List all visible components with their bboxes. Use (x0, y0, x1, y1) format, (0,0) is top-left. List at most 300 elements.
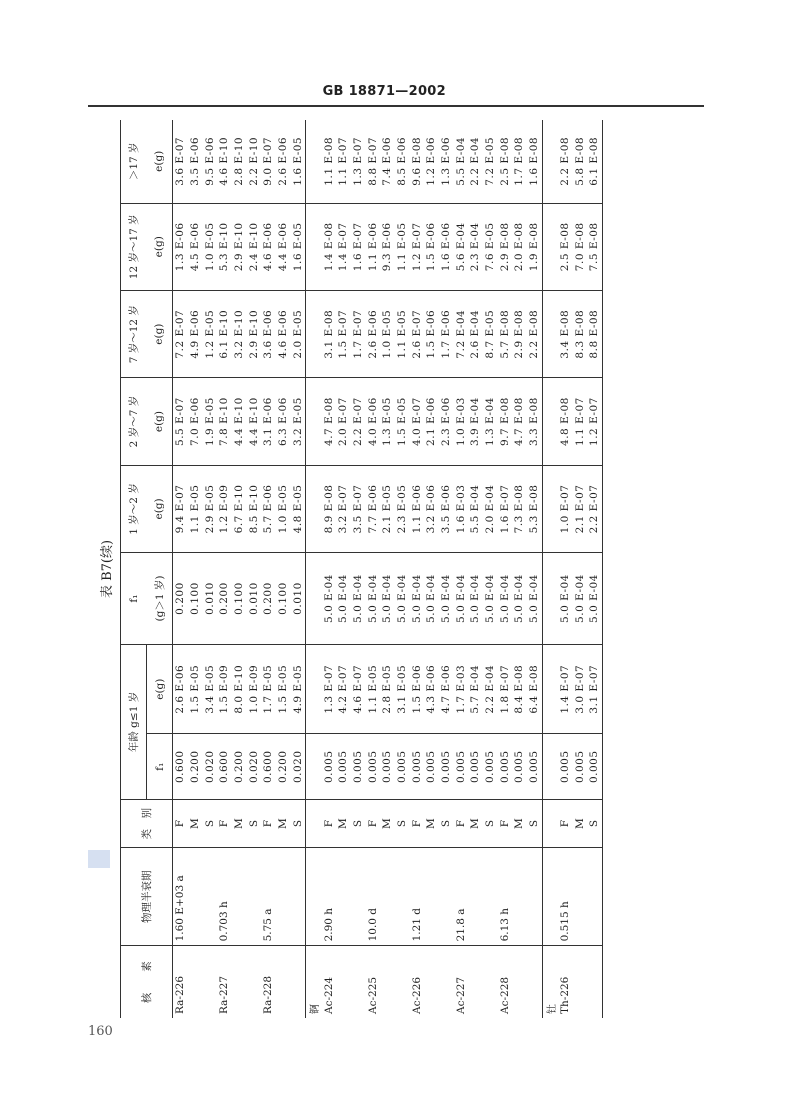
e1-cell: 1.0 E-05 (276, 465, 291, 552)
category-cell: S (291, 800, 306, 848)
e4-cell: 2.9 E-08 (497, 203, 512, 290)
e0-cell: 4.6 E-07 (351, 644, 366, 734)
category-cell: S (527, 800, 542, 848)
group-label: 锕 (306, 946, 322, 1018)
e1-cell: 3.2 E-07 (336, 465, 351, 552)
table-row (306, 120, 322, 1018)
e3-cell: 1.7 E-07 (351, 290, 366, 377)
nuclide-cell (468, 946, 483, 1018)
category-cell: M (188, 800, 203, 848)
f1-cell (542, 734, 558, 800)
f1b-cell: 0.100 (276, 553, 291, 645)
f1-cell: 0.005 (351, 734, 366, 800)
e4-cell: 7.6 E-05 (483, 203, 498, 290)
e2-cell: 2.0 E-07 (336, 378, 351, 465)
e5-cell: 1.3 E-07 (351, 136, 364, 186)
f1-cell: 0.005 (587, 734, 602, 800)
nuclide-cell (483, 946, 498, 1018)
table-row (572, 120, 587, 1018)
f1-cell (306, 734, 322, 800)
e4-cell: 1.6 E-05 (291, 203, 306, 290)
e3-cell: 8.3 E-08 (572, 290, 587, 377)
e3-cell: 4.9 E-06 (188, 290, 203, 377)
table-row (468, 120, 483, 1018)
e3-cell: 3.4 E-08 (558, 290, 573, 377)
e1-cell: 1.1 E-06 (409, 465, 424, 552)
table-row (587, 120, 602, 1018)
e3-cell: 2.9 E-10 (246, 290, 261, 377)
e5-cell: 3.6 E-07 (173, 120, 188, 203)
f1b-cell: 0.010 (291, 553, 306, 645)
e3-cell: 1.7 E-06 (439, 290, 454, 377)
e3-cell: 4.6 E-06 (276, 290, 291, 377)
table-row (321, 120, 336, 1018)
e1-cell: 8.5 E-10 (246, 465, 261, 552)
page-header (0, 84, 794, 104)
e2-cell: 6.3 E-06 (276, 378, 291, 465)
e1-cell: 6.7 E-10 (232, 465, 247, 552)
f1-cell: 0.005 (439, 734, 454, 800)
col-nuclide: 核 素 (121, 946, 173, 1018)
col-age-12-17: 12 岁～17 岁 (121, 203, 147, 290)
e4-cell: 1.0 E-05 (202, 203, 217, 290)
e3-cell: 2.6 E-06 (365, 290, 380, 377)
nuclide-cell (587, 946, 602, 1018)
e2-cell: 1.1 E-07 (572, 378, 587, 465)
f1b-cell: 5.0 E-04 (512, 553, 527, 645)
sub-eg-2: e(g) (147, 378, 173, 465)
sub-eg-3: e(g) (147, 290, 173, 377)
f1b-cell: 0.100 (232, 553, 247, 645)
category-cell (306, 800, 322, 848)
e4-cell: 2.0 E-08 (512, 203, 527, 290)
f1-cell: 0.600 (217, 734, 232, 800)
f1b-cell: 5.0 E-04 (468, 553, 483, 645)
e1-cell: 7.7 E-06 (365, 465, 380, 552)
e0-cell: 3.1 E-05 (395, 644, 410, 734)
category-cell: M (336, 800, 351, 848)
e2-cell: 7.0 E-06 (188, 378, 203, 465)
e5-cell: 8.8 E-07 (366, 136, 379, 186)
table-row (202, 120, 217, 1018)
e0-cell: 1.5 E-09 (217, 644, 232, 734)
e4-cell (306, 203, 322, 290)
f1-cell: 0.005 (527, 734, 542, 800)
col-age-2-7: 2 岁～7 岁 (121, 378, 147, 465)
header-row-1 (121, 120, 147, 1018)
e0-cell: 1.5 E-05 (276, 644, 291, 734)
half-life-cell (336, 848, 351, 946)
e4-cell: 4.6 E-06 (261, 203, 276, 290)
e1-cell (542, 465, 558, 552)
rotated-table-container (100, 120, 704, 1018)
e5-cell: 4.6 E-10 (218, 136, 231, 186)
half-life-cell: 0.515 h (558, 848, 573, 946)
e0-cell (306, 644, 322, 734)
e0-cell: 1.3 E-07 (321, 644, 336, 734)
e2-cell: 1.9 E-05 (202, 378, 217, 465)
e2-cell: 2.1 E-06 (424, 378, 439, 465)
half-life-cell (572, 848, 587, 946)
e0-cell: 3.4 E-05 (202, 644, 217, 734)
e1-cell: 4.8 E-05 (291, 465, 306, 552)
half-life-cell (512, 848, 527, 946)
e2-cell: 3.1 E-06 (261, 378, 276, 465)
half-life-cell: 2.90 h (321, 848, 336, 946)
e1-cell: 2.1 E-05 (380, 465, 395, 552)
nuclide-cell (380, 946, 395, 1018)
e3-cell: 2.6 E-04 (468, 290, 483, 377)
e0-cell: 4.2 E-07 (336, 644, 351, 734)
f1b-cell: 5.0 E-04 (572, 553, 587, 645)
nuclide-cell (512, 946, 527, 1018)
nuclide-cell: Ra-226 (173, 946, 188, 1018)
col-age-le1: 年龄 g≤1 岁 (121, 644, 147, 799)
f1b-cell: 5.0 E-04 (351, 553, 366, 645)
e5-cell: 9.6 E-08 (410, 136, 423, 186)
f1b-cell: 0.100 (188, 553, 203, 645)
table-row (395, 120, 410, 1018)
f1b-cell (306, 553, 322, 645)
e5-cell: 1.1 E-08 (322, 136, 335, 186)
category-cell: M (380, 800, 395, 848)
e0-cell: 1.7 E-05 (261, 644, 276, 734)
f1-cell: 0.005 (497, 734, 512, 800)
e4-cell: 1.4 E-07 (336, 203, 351, 290)
e4-cell: 9.3 E-06 (380, 203, 395, 290)
half-life-cell: 6.13 h (497, 848, 512, 946)
e4-cell: 2.3 E-04 (468, 203, 483, 290)
e1-cell: 2.0 E-04 (483, 465, 498, 552)
e3-cell: 3.2 E-10 (232, 290, 247, 377)
category-cell: M (572, 800, 587, 848)
e0-cell: 1.7 E-03 (453, 644, 468, 734)
e1-cell: 5.5 E-04 (468, 465, 483, 552)
f1b-cell: 5.0 E-04 (497, 553, 512, 645)
e4-cell: 5.6 E-04 (453, 203, 468, 290)
f1-cell: 0.020 (202, 734, 217, 800)
e0-cell: 2.2 E-04 (483, 644, 498, 734)
category-cell: F (365, 800, 380, 848)
nuclide-cell (527, 946, 542, 1018)
nuclide-cell: Th-226 (558, 946, 573, 1018)
category-cell: F (497, 800, 512, 848)
f1-cell: 0.005 (453, 734, 468, 800)
e2-cell: 4.7 E-08 (512, 378, 527, 465)
f1-cell: 0.200 (188, 734, 203, 800)
e3-cell: 7.2 E-07 (173, 290, 188, 377)
table-row (439, 120, 454, 1018)
e3-cell: 7.2 E-04 (453, 290, 468, 377)
e0-cell: 8.4 E-08 (512, 644, 527, 734)
e5-cell: 1.1 E-07 (337, 136, 350, 186)
e2-cell: 1.3 E-04 (483, 378, 498, 465)
page-number: 160 (88, 1024, 113, 1039)
f1-cell: 0.200 (232, 734, 247, 800)
half-life-cell (424, 848, 439, 946)
e2-cell: 1.3 E-05 (380, 378, 395, 465)
category-cell: S (202, 800, 217, 848)
nuclide-cell: Ac-224 (321, 946, 336, 1018)
col-age-1-2: 1 岁～2 岁 (121, 465, 147, 552)
half-life-cell (542, 848, 558, 946)
table-row (497, 120, 512, 1018)
e5-cell: 1.6 E-08 (528, 136, 541, 186)
f1-cell: 0.005 (321, 734, 336, 800)
group-label: 钍 (542, 946, 558, 1018)
e2-cell: 3.3 E-08 (527, 378, 542, 465)
table-row (483, 120, 498, 1018)
category-cell: M (512, 800, 527, 848)
e3-cell (306, 290, 322, 377)
e2-cell: 4.8 E-08 (558, 378, 573, 465)
e5-cell: 1.7 E-08 (513, 136, 526, 186)
e5-cell: 6.1 E-08 (587, 120, 602, 203)
e0-cell: 3.0 E-07 (572, 644, 587, 734)
table-row (380, 120, 395, 1018)
f1b-cell: 5.0 E-04 (365, 553, 380, 645)
e2-cell: 4.4 E-10 (246, 378, 261, 465)
half-life-cell (232, 848, 247, 946)
category-cell (542, 800, 558, 848)
e2-cell: 3.9 E-04 (468, 378, 483, 465)
nuclide-cell (291, 946, 306, 1018)
nuclide-cell (336, 946, 351, 1018)
f1-cell: 0.005 (424, 734, 439, 800)
table-row (558, 120, 573, 1018)
category-cell: M (232, 800, 247, 848)
nuclide-cell: Ra-228 (261, 946, 276, 1018)
e4-cell: 5.3 E-10 (217, 203, 232, 290)
e2-cell: 2.2 E-07 (351, 378, 366, 465)
e0-cell: 1.5 E-06 (409, 644, 424, 734)
e1-cell: 5.7 E-06 (261, 465, 276, 552)
e5-cell (542, 120, 558, 203)
nuclide-cell (439, 946, 454, 1018)
f1-cell: 0.005 (409, 734, 424, 800)
e3-cell: 1.5 E-07 (336, 290, 351, 377)
e1-cell: 2.9 E-05 (202, 465, 217, 552)
e5-cell: 1.2 E-06 (425, 136, 438, 186)
e1-cell: 1.1 E-05 (188, 465, 203, 552)
e4-cell: 1.6 E-07 (351, 203, 366, 290)
e4-cell: 1.1 E-05 (395, 203, 410, 290)
f1b-cell: 0.200 (217, 553, 232, 645)
half-life-cell (395, 848, 410, 946)
table-row (542, 120, 558, 1018)
e2-cell: 1.0 E-03 (453, 378, 468, 465)
e5-cell: 2.2 E-08 (558, 136, 571, 186)
half-life-cell (291, 848, 306, 946)
f1b-cell: 5.0 E-04 (336, 553, 351, 645)
category-cell: S (351, 800, 366, 848)
e5-cell: 7.4 E-06 (381, 136, 394, 186)
nuclide-cell: Ac-227 (453, 946, 468, 1018)
half-life-cell (351, 848, 366, 946)
e0-cell: 1.0 E-09 (246, 644, 261, 734)
e5-cell: 7.2 E-05 (484, 136, 497, 186)
table-row (217, 120, 232, 1018)
e3-cell: 2.6 E-07 (409, 290, 424, 377)
f1-cell: 0.600 (261, 734, 276, 800)
e4-cell: 1.1 E-06 (365, 203, 380, 290)
f1-cell: 0.020 (246, 734, 261, 800)
e5-cell: 3.5 E-06 (189, 136, 202, 186)
table-caption: 表 B7(续) (100, 539, 115, 599)
e1-cell: 3.2 E-06 (424, 465, 439, 552)
category-cell: M (424, 800, 439, 848)
e0-cell: 6.4 E-08 (527, 644, 542, 734)
f1b-cell: 5.0 E-04 (527, 553, 542, 645)
e4-cell: 7.0 E-08 (572, 203, 587, 290)
e1-cell: 2.1 E-07 (572, 465, 587, 552)
col-half-life: 物理半衰期 (121, 848, 173, 946)
e1-cell: 3.5 E-07 (351, 465, 366, 552)
e0-cell: 4.3 E-06 (424, 644, 439, 734)
e4-cell: 1.6 E-06 (439, 203, 454, 290)
half-life-cell: 5.75 a (261, 848, 276, 946)
e2-cell (542, 378, 558, 465)
e3-cell: 2.9 E-08 (512, 290, 527, 377)
f1b-cell: 0.010 (246, 553, 261, 645)
e1-cell: 2.3 E-05 (395, 465, 410, 552)
e2-cell: 4.7 E-08 (321, 378, 336, 465)
nuclide-cell: Ac-228 (497, 946, 512, 1018)
e5-cell: 8.5 E-06 (395, 136, 408, 186)
e2-cell: 1.5 E-05 (395, 378, 410, 465)
half-life-cell: 0.703 h (217, 848, 232, 946)
e1-cell: 8.9 E-08 (321, 465, 336, 552)
standard-code: GB 18871—2002 (322, 84, 446, 99)
category-cell: S (439, 800, 454, 848)
f1b-cell: 5.0 E-04 (483, 553, 498, 645)
f1b-cell: 0.010 (202, 553, 217, 645)
half-life-cell: 21.8 a (453, 848, 468, 946)
sub-eg-4: e(g) (147, 203, 173, 290)
e1-cell: 7.3 E-08 (512, 465, 527, 552)
f1b-cell: 5.0 E-04 (439, 553, 454, 645)
category-cell: M (468, 800, 483, 848)
e3-cell: 1.0 E-05 (380, 290, 395, 377)
e2-cell: 4.0 E-07 (409, 378, 424, 465)
e2-cell: 7.8 E-10 (217, 378, 232, 465)
half-life-cell (188, 848, 203, 946)
e4-cell: 1.4 E-08 (321, 203, 336, 290)
e5-cell: 2.2 E-04 (469, 136, 482, 186)
category-cell: F (217, 800, 232, 848)
e3-cell: 3.1 E-08 (321, 290, 336, 377)
f1-cell: 0.005 (380, 734, 395, 800)
half-life-cell (483, 848, 498, 946)
half-life-cell (380, 848, 395, 946)
e4-cell: 1.3 E-06 (173, 203, 188, 290)
e2-cell (306, 378, 322, 465)
half-life-cell (439, 848, 454, 946)
e1-cell: 1.0 E-07 (558, 465, 573, 552)
category-cell: F (558, 800, 573, 848)
table-row (246, 120, 261, 1018)
e4-cell: 2.9 E-10 (232, 203, 247, 290)
e0-cell: 1.8 E-07 (497, 644, 512, 734)
category-cell: F (453, 800, 468, 848)
e3-cell: 1.5 E-06 (424, 290, 439, 377)
e1-cell: 1.2 E-09 (217, 465, 232, 552)
header-rule (88, 105, 704, 107)
e5-cell: 2.5 E-08 (498, 136, 511, 186)
table-row (173, 120, 188, 1018)
nuclide-cell (424, 946, 439, 1018)
e0-cell: 2.6 E-06 (173, 644, 188, 734)
category-cell: S (395, 800, 410, 848)
half-life-cell (527, 848, 542, 946)
e4-cell: 4.5 E-06 (188, 203, 203, 290)
nuclide-cell (232, 946, 247, 1018)
nuclide-cell (246, 946, 261, 1018)
f1b-cell: 5.0 E-04 (321, 553, 336, 645)
e1-cell: 2.2 E-07 (587, 465, 602, 552)
f1-cell: 0.005 (468, 734, 483, 800)
nuclide-cell (276, 946, 291, 1018)
f1-cell: 0.005 (365, 734, 380, 800)
col-age-7-12: 7 岁～12 岁 (121, 290, 147, 377)
sub-eg-0: e(g) (147, 644, 173, 734)
half-life-cell: 1.21 d (409, 848, 424, 946)
e1-cell: 5.3 E-08 (527, 465, 542, 552)
table-row (261, 120, 276, 1018)
e3-cell: 2.2 E-08 (527, 290, 542, 377)
sub-eg-1: e(g) (147, 465, 173, 552)
nuclide-cell (572, 946, 587, 1018)
half-life-cell (246, 848, 261, 946)
e0-cell: 4.9 E-05 (291, 644, 306, 734)
table-row (276, 120, 291, 1018)
e5-cell (306, 120, 322, 203)
f1-cell: 0.200 (276, 734, 291, 800)
category-cell: S (483, 800, 498, 848)
f1b-cell: 5.0 E-04 (409, 553, 424, 645)
table-row (336, 120, 351, 1018)
e3-cell: 2.0 E-05 (291, 290, 306, 377)
e0-cell: 3.1 E-07 (587, 644, 602, 734)
half-life-cell: 1.60 E+03 a (173, 848, 188, 946)
sub-f1: f₁ (147, 734, 173, 800)
f1b-cell: 0.200 (261, 553, 276, 645)
e5-cell: 5.8 E-08 (573, 136, 586, 186)
e2-cell: 4.4 E-10 (232, 378, 247, 465)
nuclide-cell (202, 946, 217, 1018)
e1-cell (306, 465, 322, 552)
table-row (527, 120, 542, 1018)
e5-cell: 2.2 E-10 (247, 136, 260, 186)
e1-cell: 1.6 E-03 (453, 465, 468, 552)
e1-cell: 9.4 E-07 (173, 465, 188, 552)
category-cell: S (587, 800, 602, 848)
f1-cell: 0.020 (291, 734, 306, 800)
e3-cell: 8.7 E-05 (483, 290, 498, 377)
col-category: 类 别 (121, 800, 173, 848)
nuclide-cell: Ra-227 (217, 946, 232, 1018)
table-row (424, 120, 439, 1018)
e4-cell: 2.5 E-08 (558, 203, 573, 290)
e3-cell: 6.1 E-10 (217, 290, 232, 377)
e5-cell: 1.6 E-05 (291, 136, 304, 186)
nuclide-cell (351, 946, 366, 1018)
e0-cell: 8.0 E-10 (232, 644, 247, 734)
e4-cell (542, 203, 558, 290)
e3-cell (542, 290, 558, 377)
sub-eg-5: e(g) (147, 120, 173, 203)
table-row (365, 120, 380, 1018)
